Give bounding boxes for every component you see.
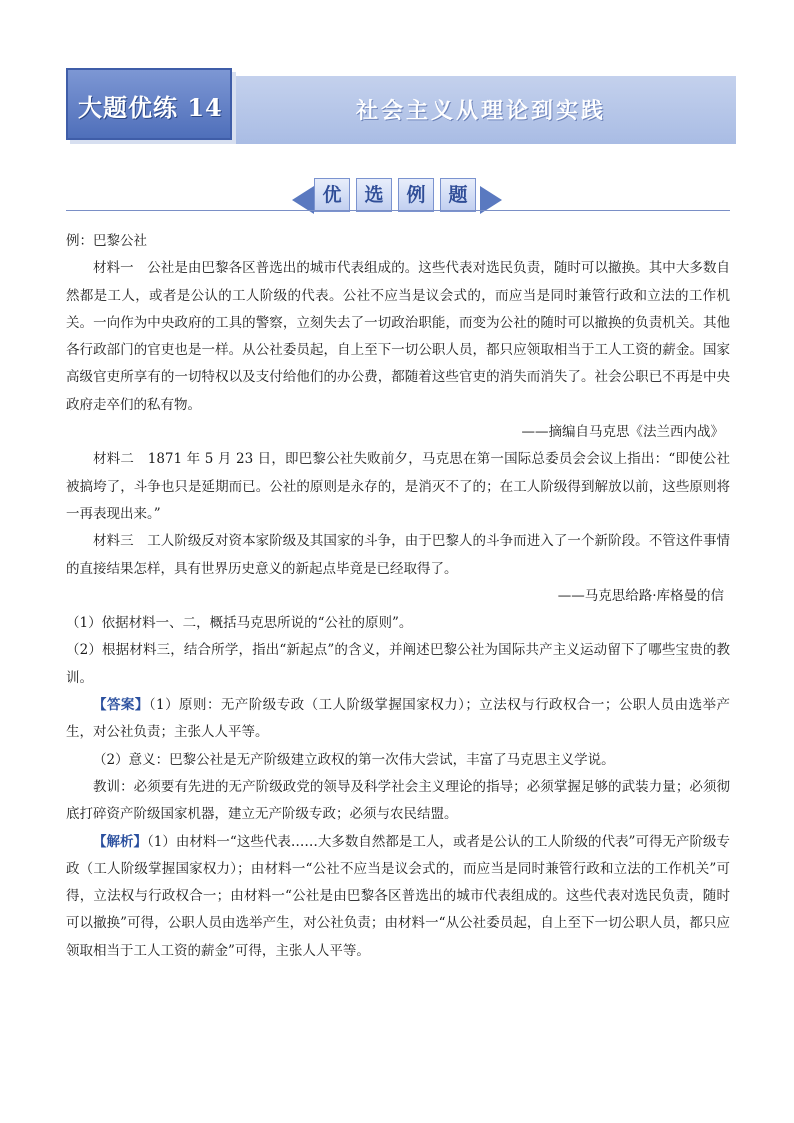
answer-3: 教训：必须要有先进的无产阶级政党的领导及科学社会主义理论的指导；必须掌握足够的武装力量；必须彻底打碎资产阶级国家机器，建立无产阶级专政；必须与农民结盟。 [66, 778, 730, 823]
section-badge [292, 172, 502, 214]
material-3: 材料三 工人阶级反对资本家阶级及其国家的斗争，由于巴黎人的斗争而进入了一个新阶段。不管这件事情的直接结果怎样，具有世界历史意义的新起点毕竟是已经取得了。 [66, 533, 730, 577]
material-2: 材料二 1871 年 5 月 23 日，即巴黎公社失败前夕，马克思在第一国际总委员会会议上指出：“即使公社被搞垮了，斗争也只是延期而已。公社的原则是永存的，是消灭不了的；在工人阶级得到解放以前，这些原则将一再表现出来。” [66, 451, 730, 522]
answer-1 [66, 692, 730, 747]
badge-chips [314, 178, 476, 212]
badge-char: 题 [440, 178, 476, 212]
material-1: 材料一 公社是由巴黎各区普选出的城市代表组成的。这些代表对选民负责，随时可以撤换。其中大多数自然都是工人，或者是公认的工人阶级的代表。公社不应当是议会式的，而应当是同时兼管行政和立法的工作机关。一向作为中央政府的工具的警察，立刻失去了一切政治职能，而变为公社的随时可以撤换的负责机关。其他各行政部门的官吏也是一样。从公社委员起，自上至下一切公职人员，都只应领取相当于工人工资的薪金。国家高级官吏所享有的一切特权以及支付给他们的办公费，都随着这些官吏的消失而消失了。社会公职已不再是中央政府走卒们的私有物。 [66, 260, 730, 413]
header-banner [66, 68, 736, 144]
document-body [66, 228, 730, 965]
example-label: 例：巴黎公社 [66, 233, 147, 249]
badge-char: 例 [398, 178, 434, 212]
answer-1-text: （1）原则：无产阶级专政（工人阶级掌握国家权力）；立法权与行政权合一；公职人员由选举产生，对公社负责；主张人人平等。 [66, 697, 731, 741]
banner-tab-label: 大题优练 14 [78, 93, 223, 122]
badge-char: 选 [356, 178, 392, 212]
analysis-text: （1）由材料一“这些代表……大多数自然都是工人，或者是公认的工人阶级的代表”可得无产阶级专政（工人阶级掌握国家权力）；由材料一“公社不应当是议会式的，而应当是同时兼管行政和立法的工作机关”可得，立法权与行政权合一；由材料一“公社是由巴黎各区普选出的城市代表组成的。这些代表对选民负责，随时可以撤换”可得，公职人员由选举产生，对公社负责；由材料一“从公社委员起，自上至下一切公职人员，都只应领取相当于工人工资的薪金”可得，主张人人平等。 [66, 833, 730, 959]
answer-tag: 【答案】 [93, 697, 149, 714]
banner-tab [66, 68, 232, 140]
analysis-tag: 【解析】 [93, 833, 148, 850]
section-divider [66, 210, 730, 211]
question-2: （2）根据材料三，结合所学，指出“新起点”的含义，并阐述巴黎公社为国际共产主义运动留下了哪些宝贵的教训。 [66, 642, 730, 686]
badge-char: 优 [314, 178, 350, 212]
material-3-source: ——马克思给路·库格曼的信 [557, 587, 724, 604]
question-1: （1）依据材料一、二，概括马克思所说的“公社的原则”。 [66, 615, 413, 632]
page-title: 社会主义从理论到实践 [356, 98, 607, 124]
analysis [66, 829, 730, 965]
material-1-source: ——摘编自马克思《法兰西内战》 [521, 424, 724, 441]
answer-2: （2）意义：巴黎公社是无产阶级建立政权的第一次伟大尝试，丰富了马克思主义学说。 [93, 751, 615, 768]
